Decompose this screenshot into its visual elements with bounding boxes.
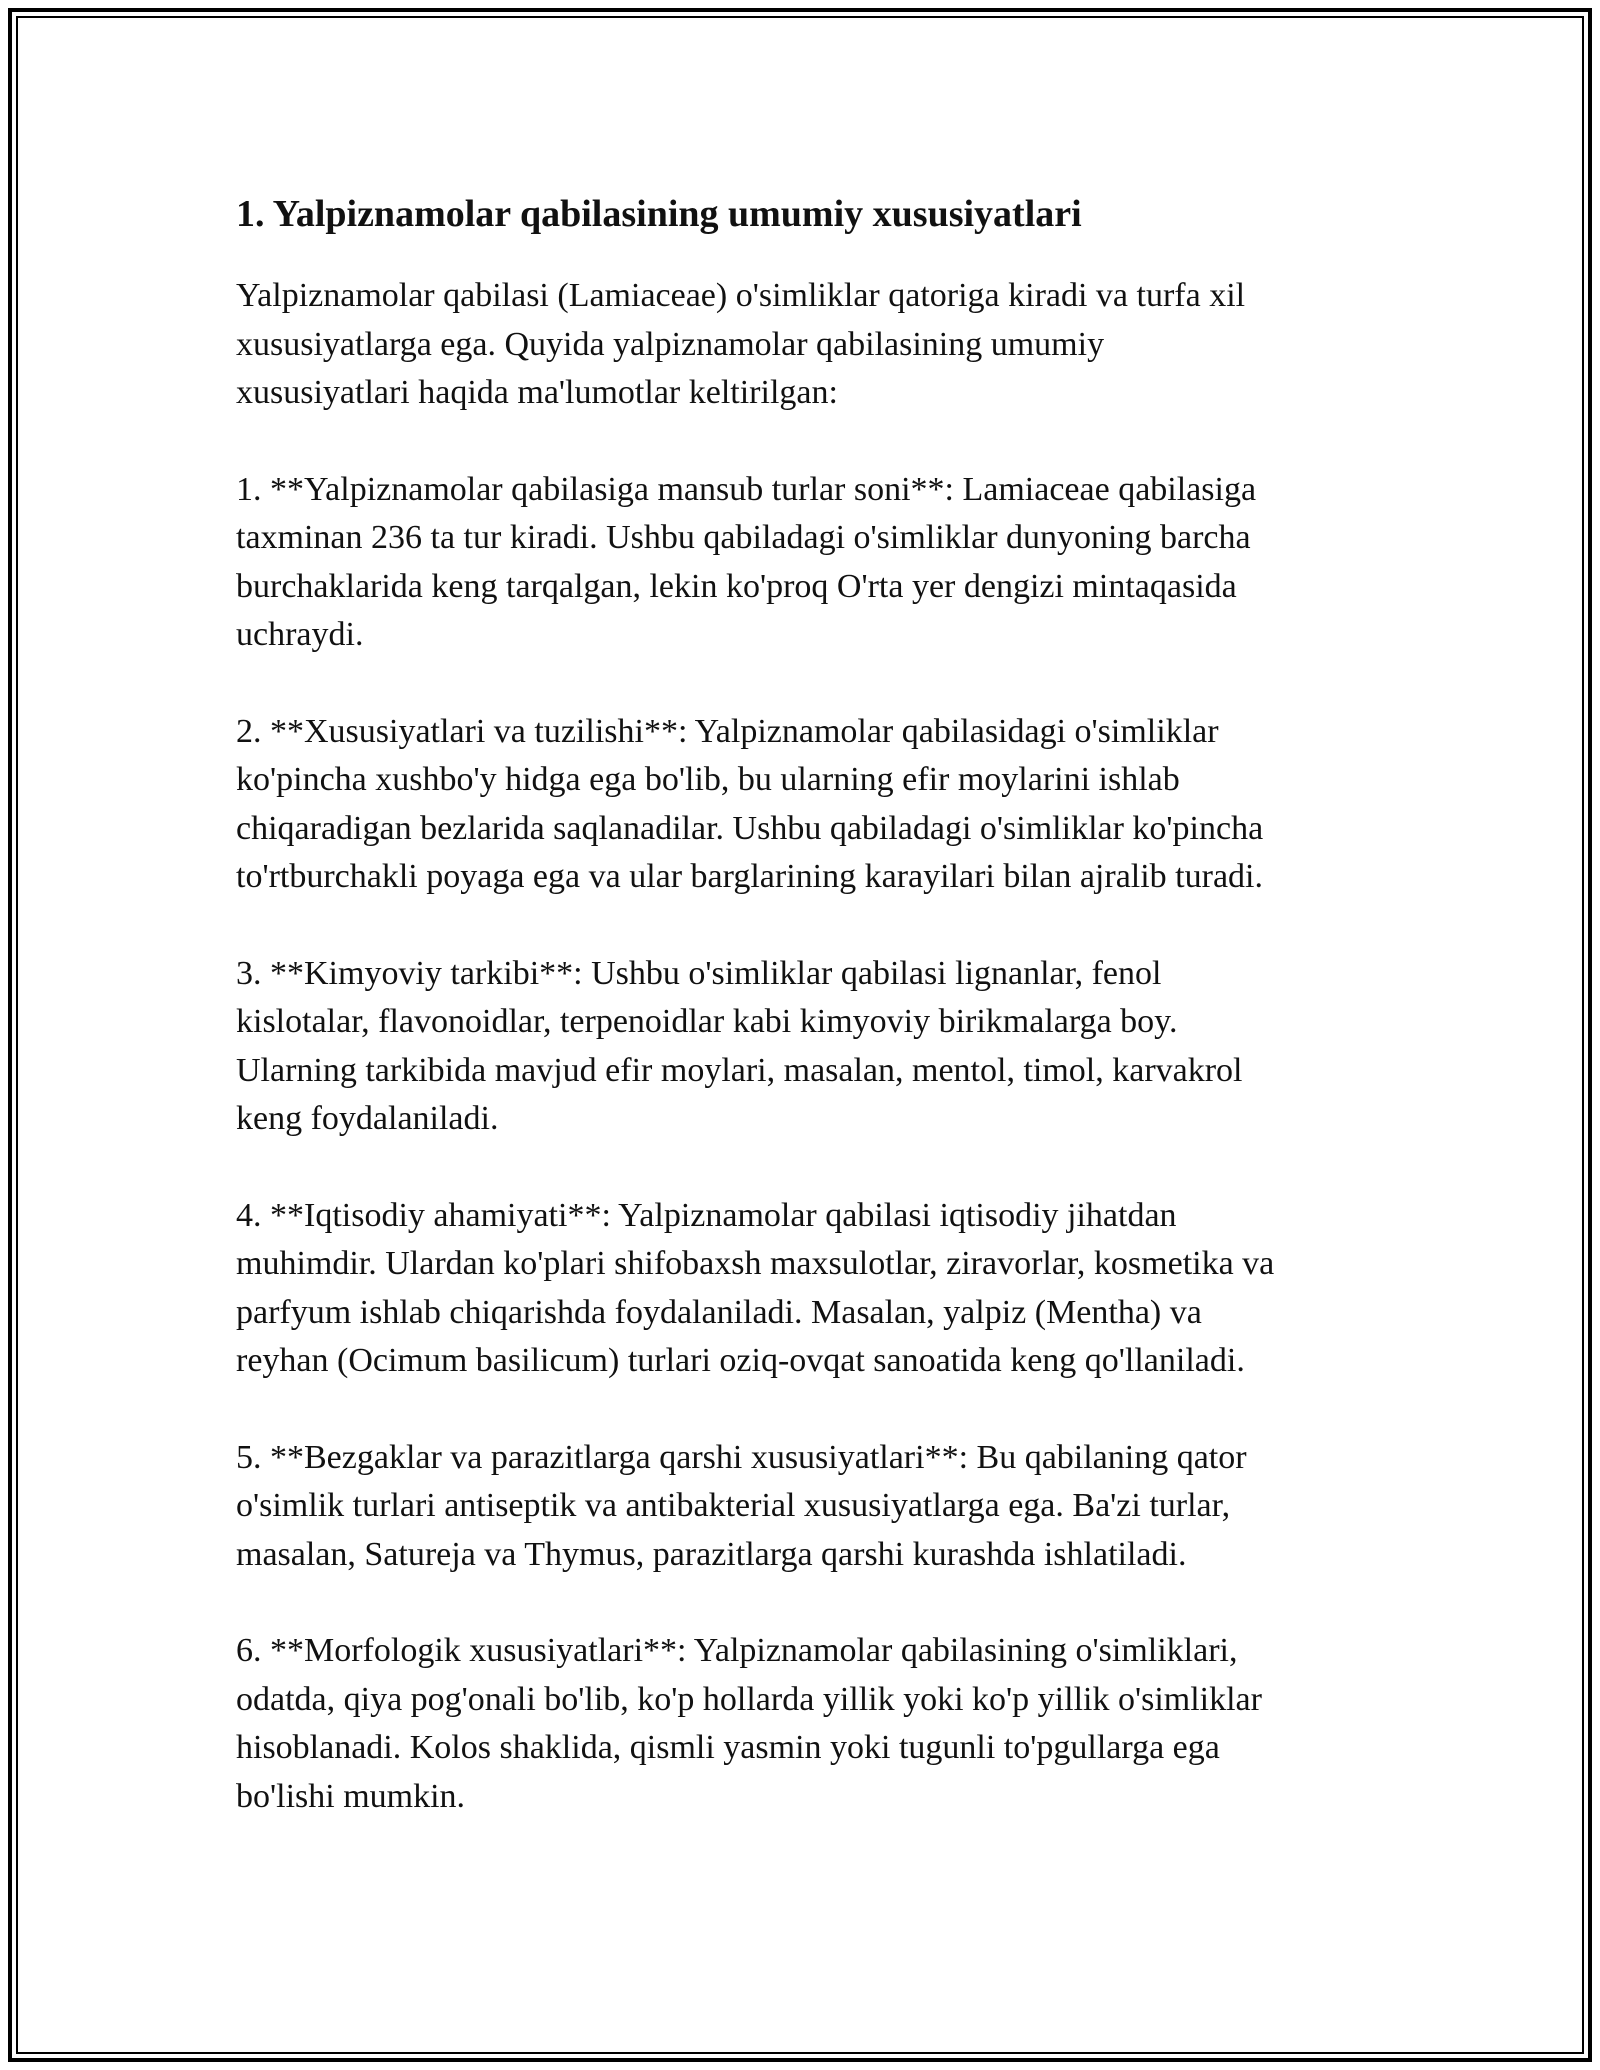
list-item-2: 2. **Xususiyatlari va tuzilishi**: Yalpiznamolar qabilasidagi o'simliklar ko'pincha xushbo'y hidga ega bo'lib, bu ularning efir moylarini ishlab chiqaradigan bezlarida saqlanadilar. Ushbu qabiladagi o'simliklar ko'pincha to'rtburchakli poyaga ega va ular barglarining karayilari bilan ajralib turadi. bbox=[236, 712, 1264, 895]
list-item-5: 5. **Bezgaklar va parazitlarga qarshi xususiyatlari**: Bu qabilaning qator o'simlik turlari antiseptik va antibakterial xususiyatlarga ega. Ba'zi turlar, masalan, Satureja va Thymus, parazitlarga qarshi kurashda ishlatiladi. bbox=[236, 1438, 1247, 1573]
list-item-1: 1. **Yalpiznamolar qabilasiga mansub turlar soni**: Lamiaceae qabilasiga taxminan 236 ta tur kiradi. Ushbu qabiladagi o'simliklar dunyoning barcha burchaklarida keng tarqalgan, lekin ko'proq O'rta yer dengizi mintaqasida uchraydi. bbox=[236, 470, 1257, 653]
list-item-6: 6. **Morfologik xususiyatlari**: Yalpiznamolar qabilasining o'simliklari, odatda, qiya pog'onali bo'lib, ko'p hollarda yillik yoki ko'p yillik o'simliklar hisoblanadi. Kolos shaklida, qismli yasmin yoki tugunli to'pgullarga ega bo'lishi mumkin. bbox=[236, 1632, 1262, 1815]
list-item-4: 4. **Iqtisodiy ahamiyati**: Yalpiznamolar qabilasi iqtisodiy jihatdan muhimdir. Ulardan ko'plari shifobaxsh maxsulotlar, ziravorlar, kosmetika va parfyum ishlab chiqarishda foydalaniladi. Masalan, yalpiz (Mentha) va reyhan (Ocimum basilicum) turlari oziq-ovqat sanoatida keng qo'llaniladi. bbox=[236, 1196, 1275, 1379]
section-heading: 1. Yalpiznamolar qabilasining umumiy xususiyatlari bbox=[236, 193, 1082, 235]
intro-paragraph: Yalpiznamolar qabilasi (Lamiaceae) o'simliklar qatoriga kiradi va turfa xil xususiyatlarga ega. Quyida yalpiznamolar qabilasining umumiy xususiyatlari haqida ma'lumotlar keltirilgan: bbox=[236, 277, 1246, 411]
list-item-3: 3. **Kimyoviy tarkibi**: Ushbu o'simliklar qabilasi lignanlar, fenol kislotalar, flavonoidlar, terpenoidlar kabi kimyoviy birikmalarga boy. Ularning tarkibida mavjud efir moylari, masalan, mentol, timol, karvakrol keng foydalaniladi. bbox=[236, 954, 1243, 1137]
document-body bbox=[236, 186, 1376, 1821]
